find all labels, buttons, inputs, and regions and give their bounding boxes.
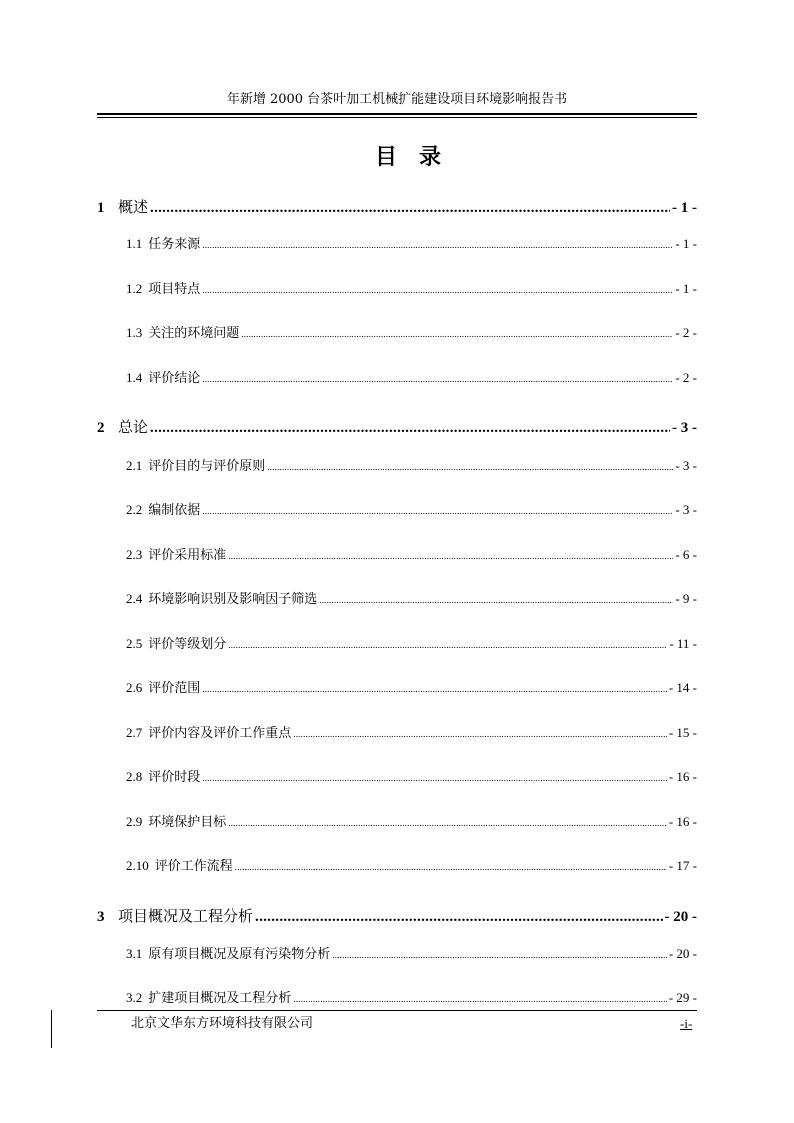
toc-dot-leader — [293, 994, 667, 1004]
toc-section-entry[interactable] — [126, 455, 697, 473]
toc-chapter-entry[interactable] — [97, 416, 697, 436]
toc-section-entry[interactable] — [126, 811, 697, 829]
footer-rule — [97, 1010, 697, 1011]
toc-dot-leader — [332, 950, 667, 960]
toc-entry-page: - 20 - — [668, 946, 697, 961]
toc-section-entry[interactable] — [126, 677, 697, 695]
toc-entry-number: 2 — [97, 420, 105, 436]
toc-section-entry[interactable] — [126, 278, 697, 296]
toc-dot-leader — [202, 773, 667, 783]
margin-change-bar — [51, 1010, 52, 1048]
toc-entry-page: - 1 - — [675, 236, 697, 251]
toc-entry-number: 1.4 — [126, 370, 143, 385]
toc-entry-page: - 6 - — [675, 547, 697, 562]
toc-entry-number: 2.3 — [126, 547, 143, 562]
toc-entry-number: 3 — [97, 909, 105, 925]
toc-entry-page: - 3 - — [675, 502, 697, 517]
toc-entry-page: - 16 - — [668, 769, 697, 784]
toc-entry-title: 环境影响识别及影响因子筛选 — [148, 592, 318, 607]
toc-entry-number: 2.9 — [126, 814, 143, 829]
toc-entry-number: 2.7 — [126, 725, 143, 740]
toc-section-entry[interactable] — [126, 367, 697, 385]
toc-entry-page: - 1 - — [675, 281, 697, 296]
toc-entry-number: 3.1 — [126, 946, 143, 961]
toc-section-entry[interactable] — [126, 722, 697, 740]
toc-entry-page: - 9 - — [675, 591, 697, 606]
toc-chapter-entry[interactable] — [97, 196, 697, 216]
toc-section-entry[interactable] — [126, 987, 697, 1005]
toc-entry-page: - 20 - — [664, 909, 697, 925]
toc-dot-leader — [228, 640, 667, 650]
toc-entry-number: 2.4 — [126, 591, 143, 606]
toc-dot-leader — [293, 729, 667, 739]
header-rule-thin — [97, 117, 697, 118]
toc-entry-title: 评价等级划分 — [148, 637, 227, 652]
toc-entry-title: 评价采用标准 — [148, 548, 227, 563]
toc-entry-title: 评价内容及评价工作重点 — [148, 726, 292, 741]
toc-section-entry[interactable] — [126, 633, 697, 651]
toc-chapter-entry[interactable] — [97, 905, 697, 925]
toc-dot-leader — [267, 462, 673, 472]
toc-entry-page: - 2 - — [675, 325, 697, 340]
running-header-title: 年新增 2000 台茶叶加工机械扩能建设项目环境影响报告书 — [226, 92, 568, 107]
toc-entry-number: 2.8 — [126, 769, 143, 784]
toc-entry-number: 2.2 — [126, 502, 143, 517]
toc-entry-title: 评价目的与评价原则 — [148, 459, 266, 474]
toc-entry-page: - 15 - — [668, 725, 697, 740]
toc-entry-number: 2.10 — [126, 858, 149, 873]
toc-entry-number: 2.6 — [126, 680, 143, 695]
toc-entry-title: 评价范围 — [148, 681, 201, 696]
toc-entry-title: 评价时段 — [148, 770, 201, 785]
toc-entry-number: 2.1 — [126, 458, 143, 473]
toc-entry-page: - 14 - — [668, 680, 697, 695]
toc-dot-leader — [150, 200, 670, 217]
toc-entry-number: 1.1 — [126, 236, 143, 251]
toc-heading: 目录 — [374, 144, 463, 170]
toc-entry-title: 项目特点 — [148, 282, 201, 297]
toc-dot-leader — [241, 329, 673, 339]
toc-dot-leader — [228, 818, 667, 828]
toc-entry-title: 总论 — [118, 418, 149, 436]
toc-entry-title: 关注的环境问题 — [148, 326, 240, 341]
toc-section-entry[interactable] — [126, 544, 697, 562]
toc-entry-page: - 16 - — [668, 814, 697, 829]
toc-entry-page: - 11 - — [669, 636, 697, 651]
toc-dot-leader — [202, 684, 667, 694]
toc-entry-page: - 3 - — [672, 420, 697, 436]
toc-entry-page: - 1 - — [672, 200, 697, 216]
toc-entry-title: 概述 — [118, 198, 149, 216]
toc-entry-page: - 3 - — [675, 458, 697, 473]
header-rule-thick — [97, 113, 697, 115]
toc-section-entry[interactable] — [126, 322, 697, 340]
toc-section-entry[interactable] — [126, 588, 697, 606]
toc-dot-leader — [255, 909, 662, 926]
toc-dot-leader — [202, 506, 673, 516]
toc-section-entry[interactable] — [126, 499, 697, 517]
toc-entry-page: - 2 - — [675, 370, 697, 385]
toc-dot-leader — [319, 595, 673, 605]
toc-section-entry[interactable] — [126, 233, 697, 251]
toc-section-entry[interactable] — [126, 766, 697, 784]
toc-entry-title: 编制依据 — [148, 503, 201, 518]
toc-entry-title: 评价工作流程 — [154, 859, 233, 874]
toc-entry-number: 1.3 — [126, 325, 143, 340]
toc-entry-number: 2.5 — [126, 636, 143, 651]
toc-entry-page: - 29 - — [668, 990, 697, 1005]
footer-company-name: 北京文华东方环境科技有限公司 — [131, 1016, 314, 1031]
toc-entry-title: 评价结论 — [148, 371, 201, 386]
toc-dot-leader — [202, 374, 673, 384]
toc-entry-title: 项目概况及工程分析 — [118, 907, 254, 925]
toc-entry-title: 扩建项目概况及工程分析 — [148, 991, 292, 1006]
toc-entry-title: 任务来源 — [148, 237, 201, 252]
toc-dot-leader — [150, 420, 670, 437]
toc-entry-number: 1 — [97, 200, 105, 216]
toc-dot-leader — [202, 240, 673, 250]
toc-dot-leader — [228, 551, 673, 561]
toc-dot-leader — [202, 285, 673, 295]
toc-entry-page: - 17 - — [668, 858, 697, 873]
footer-page-number: -i- — [680, 1016, 693, 1031]
toc-entry-title: 原有项目概况及原有污染物分析 — [148, 947, 331, 962]
toc-entry-number: 1.2 — [126, 281, 143, 296]
toc-entry-number: 3.2 — [126, 990, 143, 1005]
toc-section-entry[interactable] — [126, 943, 697, 961]
toc-dot-leader — [235, 862, 667, 872]
toc-section-entry[interactable] — [126, 855, 697, 873]
toc-entry-title: 环境保护目标 — [148, 815, 227, 830]
